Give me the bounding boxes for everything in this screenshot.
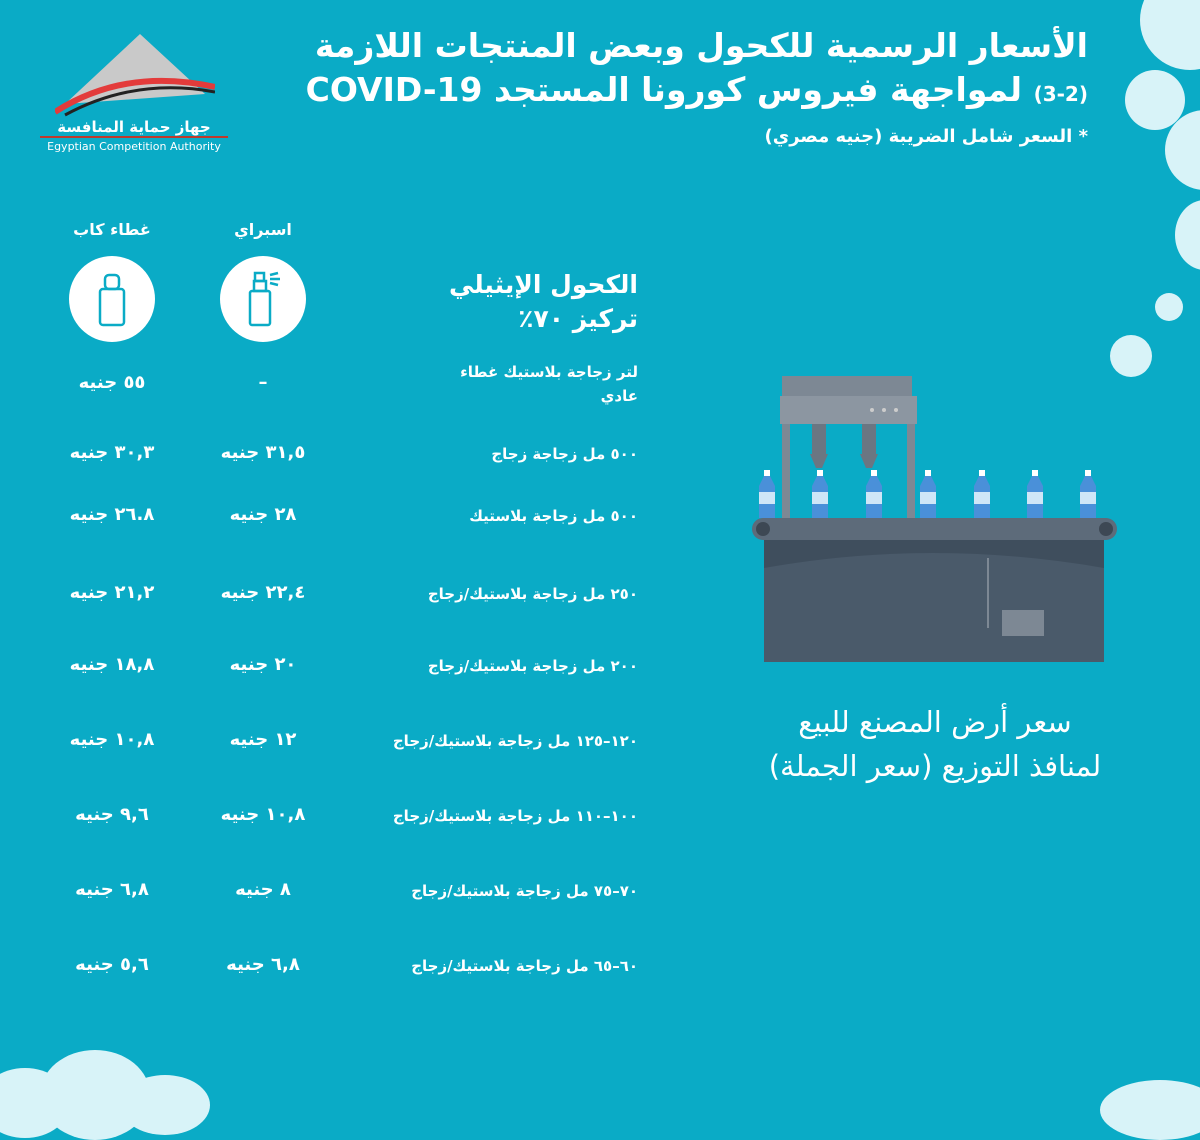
cap-price: ٣٠,٣ جنيه <box>69 442 155 463</box>
logo-name-arabic: جهاز حماية المنافسة <box>40 118 228 138</box>
page-title-line2 <box>306 68 1088 116</box>
cap-price: ١٠,٨ جنيه <box>69 729 155 750</box>
row-label: ٧٠–٧٥ مل زجاجة بلاستيك/زجاج <box>411 882 638 900</box>
logo-pyramid-icon <box>55 32 215 117</box>
spray-bottle-icon <box>220 256 306 342</box>
page-title-line2-text: لمواجهة فيروس كورونا المستجد COVID-19 <box>305 70 1023 109</box>
spray-price: ٢٠ جنيه <box>229 654 297 675</box>
cloud-bubble <box>120 1075 210 1135</box>
row-label: ٥٠٠ مل زجاجة بلاستيك <box>469 507 638 525</box>
cap-price: ٥,٦ جنيه <box>75 954 149 975</box>
bottle-icon <box>866 470 882 518</box>
row-label: ١٠٠–١١٠ مل زجاجة بلاستيك/زجاج <box>392 807 638 825</box>
row-label: ٢٥٠ مل زجاجة بلاستيك/زجاج <box>427 585 638 603</box>
row-label: ٦٠–٦٥ مل زجاجة بلاستيك/زجاج <box>411 957 638 975</box>
cap-price: ٥٥ جنيه <box>78 372 146 393</box>
spray-price: ٨ جنيه <box>235 879 291 900</box>
cloud-bubble <box>1155 293 1183 321</box>
bottle-icon <box>1080 470 1096 518</box>
section-title-line2: تركيز ٧٠٪ <box>518 304 638 333</box>
factory-caption-line2: لمنافذ التوزيع (سعر الجملة) <box>768 749 1102 783</box>
cloud-bubble <box>1140 0 1200 70</box>
factory-caption <box>700 700 1170 788</box>
tax-note: * السعر شامل الضريبة (جنيه مصري) <box>764 126 1088 147</box>
cloud-bubble <box>1100 1080 1200 1140</box>
part-label: (3-2) <box>1033 82 1088 106</box>
cloud-bubble <box>1175 200 1200 270</box>
spray-price: ٦,٨ جنيه <box>226 954 300 975</box>
cap-price: ٢١,٢ جنيه <box>69 582 155 603</box>
bottle-icon <box>759 470 775 518</box>
cap-price: ٦,٨ جنيه <box>75 879 149 900</box>
cap-price: ٢٦.٨ جنيه <box>69 504 155 525</box>
row-label: ١٢٠–١٢٥ مل زجاجة بلاستيك/زجاج <box>392 732 638 750</box>
spray-price: ١٢ جنيه <box>229 729 297 750</box>
section-title-line1: الكحول الإيثيلي <box>448 270 638 299</box>
spray-price: ٢٨ جنيه <box>229 504 297 525</box>
logo-name-english: Egyptian Competition Authority <box>47 140 221 153</box>
section-title <box>449 268 638 336</box>
bottle-icon <box>920 470 936 518</box>
row-label: ٥٠٠ مل زجاجة زجاج <box>491 445 638 463</box>
bottle-icon <box>974 470 990 518</box>
factory-machine-illustration <box>752 368 1122 668</box>
column-header-cap: غطاء كاب <box>73 220 151 239</box>
bottle-icon <box>1027 470 1043 518</box>
bottle-icon <box>812 470 828 518</box>
factory-caption-line1: سعر أرض المصنع للبيع <box>798 705 1072 739</box>
spray-price: ٢٢,٤ جنيه <box>220 582 306 603</box>
row-label: لتر زجاجة بلاستيك غطاء عادي <box>460 363 638 405</box>
spray-price: ١٠,٨ جنيه <box>220 804 306 825</box>
spray-price: – <box>258 372 268 393</box>
cap-bottle-icon <box>69 256 155 342</box>
cap-price: ١٨,٨ جنيه <box>69 654 155 675</box>
cap-price: ٩,٦ جنيه <box>75 804 149 825</box>
spray-price: ٣١,٥ جنيه <box>220 442 306 463</box>
row-label: ٢٠٠ مل زجاجة بلاستيك/زجاج <box>427 657 638 675</box>
page-title-line1: الأسعار الرسمية للكحول وبعض المنتجات اللازمة <box>314 26 1088 65</box>
column-header-spray: اسبراي <box>234 220 292 239</box>
